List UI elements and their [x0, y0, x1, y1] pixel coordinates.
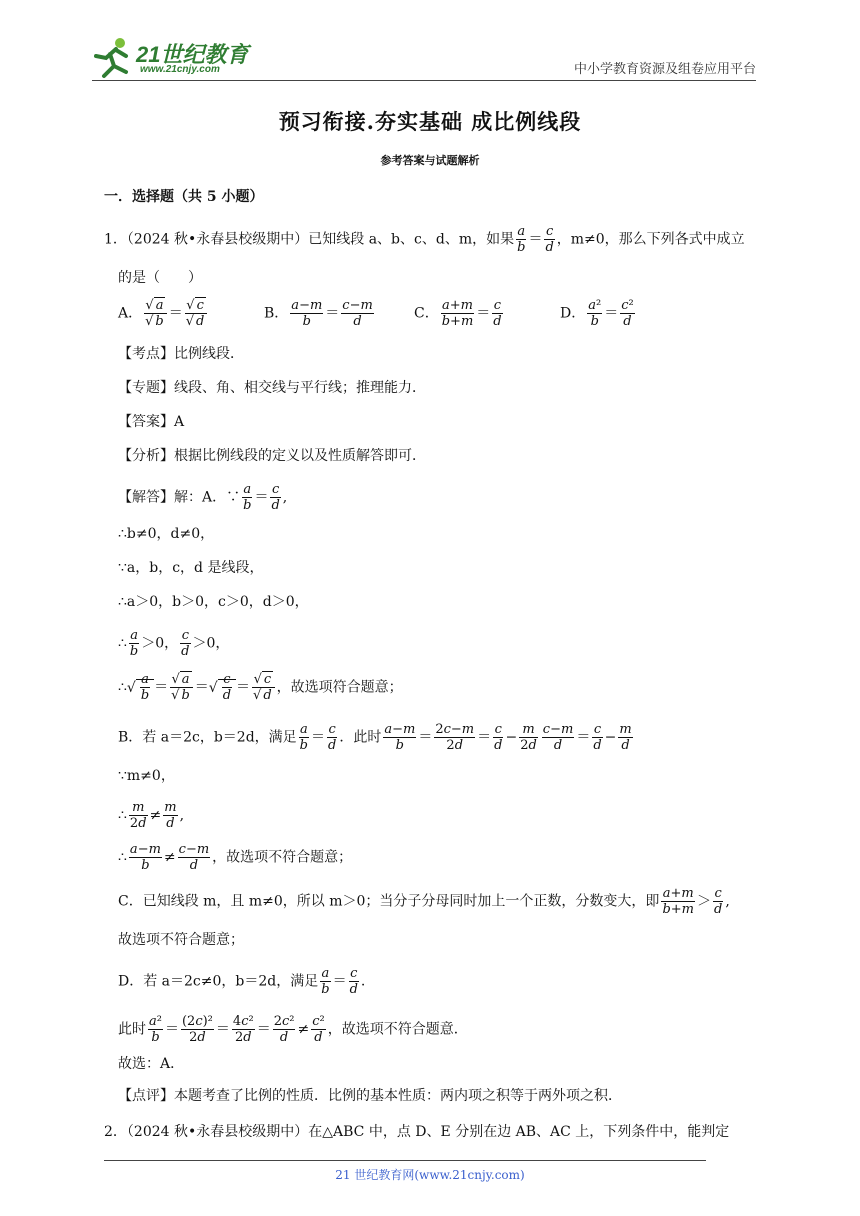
option-c: C． $\frac{a+m}{b+m}$ ＝ $\frac{c}{d}$	[414, 298, 502, 329]
comment: 【点评】本题考查了比例的性质．比例的基本性质：两内项之积等于两外项之积．	[118, 1088, 622, 1104]
text: ．此时	[339, 729, 382, 746]
option-a: A． √ a √ b ＝ √ c √ d	[118, 298, 209, 329]
fraction-a-b: $\frac{a}{b}$	[517, 224, 526, 255]
solution-line: 【解答】解：A．∵ $\frac{a}{b}$ ＝ $\frac{c}{d}$ ,	[118, 482, 288, 513]
stem-text: （2024 秋•永春县校级期中）在△ABC 中，点 D、E 分别在边 AB、AC 上，下列条件中，能判定	[126, 1124, 730, 1140]
runner-icon	[92, 36, 132, 80]
fraction-c-d: $\frac{c}{d}$	[545, 224, 554, 255]
text: ∴	[118, 679, 127, 696]
page-title: 预习衔接.夯实基础 成比例线段	[278, 109, 582, 134]
solution-line: ∵a，b，c，d 是线段，	[118, 560, 264, 576]
solution-line: 故选项不符合题意；	[118, 932, 244, 948]
stem-text-2: ，m≠0，那么下列各式中成立	[556, 231, 745, 248]
solution-line: ∴ $\frac{a}{b}$ ＞0， $\frac{c}{d}$ ＞0，	[118, 628, 230, 659]
header-divider	[92, 80, 756, 81]
text: C．已知线段 m，且 m≠0，所以 m＞0；当分子分母同时加上一个正数，分数变大，即	[118, 893, 660, 910]
logo-main-text: 21世纪教育	[136, 42, 249, 67]
question-number: 1．	[104, 231, 127, 248]
text: ，故选项不符合题意．	[327, 1021, 468, 1038]
answer: 【答案】A	[118, 414, 185, 430]
kaodian: 【考点】比例线段．	[118, 346, 244, 362]
option-b: B． $\frac{a-m}{b}$ ＝ $\frac{c-m}{d}$	[264, 298, 373, 329]
solution-line: ∴ $\frac{m}{2d}$ ≠ $\frac{m}{d}$ ,	[118, 800, 185, 831]
text: 此时	[118, 1021, 146, 1038]
site-logo	[92, 34, 262, 82]
platform-name: 中小学教育资源及组卷应用平台	[573, 62, 756, 77]
stem-text: （2024 秋•永春县校级期中）已知线段 a、b、c、d、m，如果	[126, 231, 515, 248]
option-label: C．	[414, 305, 439, 322]
text: ＞0，	[141, 635, 179, 652]
solution-line: C．已知线段 m，且 m≠0，所以 m＞0；当分子分母同时加上一个正数，分数变大，即 $\frac{a+m}{b+m}$ ＞ $\frac{c}{d}$ ,	[118, 886, 730, 917]
question-2-stem	[104, 1122, 729, 1142]
solution-line: 故选：A．	[118, 1056, 185, 1072]
text: ∴	[118, 635, 127, 652]
text: ＞0，	[192, 635, 230, 652]
page-subtitle: 参考答案与试题解析	[380, 154, 480, 167]
text: 【解答】解：A．∵	[118, 489, 241, 506]
solution-line: D．若 a＝2c≠0，b＝2d，满足 $\frac{a}{b}$ ＝ $\frac{c}{d}$ .	[118, 966, 366, 997]
solution-line: ∴√ $\frac{a}{b}$ ＝ √ a √ b ＝√ $\frac{c}{d}$ ＝ √ c √ d ，故选项符合题意；	[118, 672, 403, 703]
analysis: 【分析】根据比例线段的定义以及性质解答即可．	[118, 448, 426, 464]
solution-line: 此时 $\frac{\text{a²}}{b}$ ＝ $\frac{\text{(2c)²}}{2d}$ ＝ $\frac{\text{4c²}}{2d}$ ＝ $\frac{\text{2c²}}{d}$ ≠ $\frac{\text{c²}}{d}$ ，故选项不符合题意．	[118, 1014, 468, 1045]
text: ∴	[118, 849, 127, 866]
text: ，故选项符合题意；	[276, 679, 403, 696]
solution-line: ∴ $\frac{a-m}{b}$ ≠ $\frac{c-m}{d}$ ，故选项不符合题意；	[118, 842, 353, 873]
zhuanti: 【专题】线段、角、相交线与平行线；推理能力．	[118, 380, 426, 396]
footer-divider	[104, 1160, 706, 1161]
text: ∴	[118, 807, 127, 824]
solution-line: ∴a＞0，b＞0，c＞0，d＞0，	[118, 594, 309, 610]
logo-url: www.21cnjy.com	[140, 64, 220, 75]
option-label: B．	[264, 305, 289, 322]
text: D．若 a＝2c≠0，b＝2d，满足	[118, 973, 319, 990]
section-heading: 一．选择题（共 5 小题）	[104, 189, 264, 205]
option-label: D．	[560, 305, 586, 322]
solution-line: ∵m≠0，	[118, 768, 175, 784]
question-1-stem-line2: 的是（ ）	[118, 270, 202, 286]
text: ，故选项不符合题意；	[212, 849, 353, 866]
question-1-stem: 1．（2024 秋•永春县校级期中）已知线段 a、b、c、d、m，如果 $\frac{a}{b}$ ＝ $\frac{c}{d}$ ，m≠0，那么下列各式中成立	[104, 224, 745, 255]
footer-link[interactable]: 21 世纪教育网(www.21cnjy.com)	[335, 1168, 525, 1182]
solution-line: ∴b≠0，d≠0，	[118, 526, 215, 542]
option-label: A．	[118, 305, 143, 322]
solution-line: B．若 a＝2c，b＝2d，满足 $\frac{a}{b}$ ＝ $\frac{c}{d}$ ．此时 $\frac{a-m}{b}$ ＝ $\frac{2c-m}{2d}$ ＝ $\frac{c}{d}$ − $\frac{m}{2d}$ $\frac{c-m}{d}$ ＝ $\frac{c}{d}$ − $\frac{m}{d}$	[118, 722, 632, 753]
text: B．若 a＝2c，b＝2d，满足	[118, 729, 297, 746]
option-d: D． $\frac{\text{a²}}{b}$ ＝ $\frac{\text{c²}}{d}$	[560, 298, 634, 329]
question-number: 2．	[104, 1124, 127, 1140]
